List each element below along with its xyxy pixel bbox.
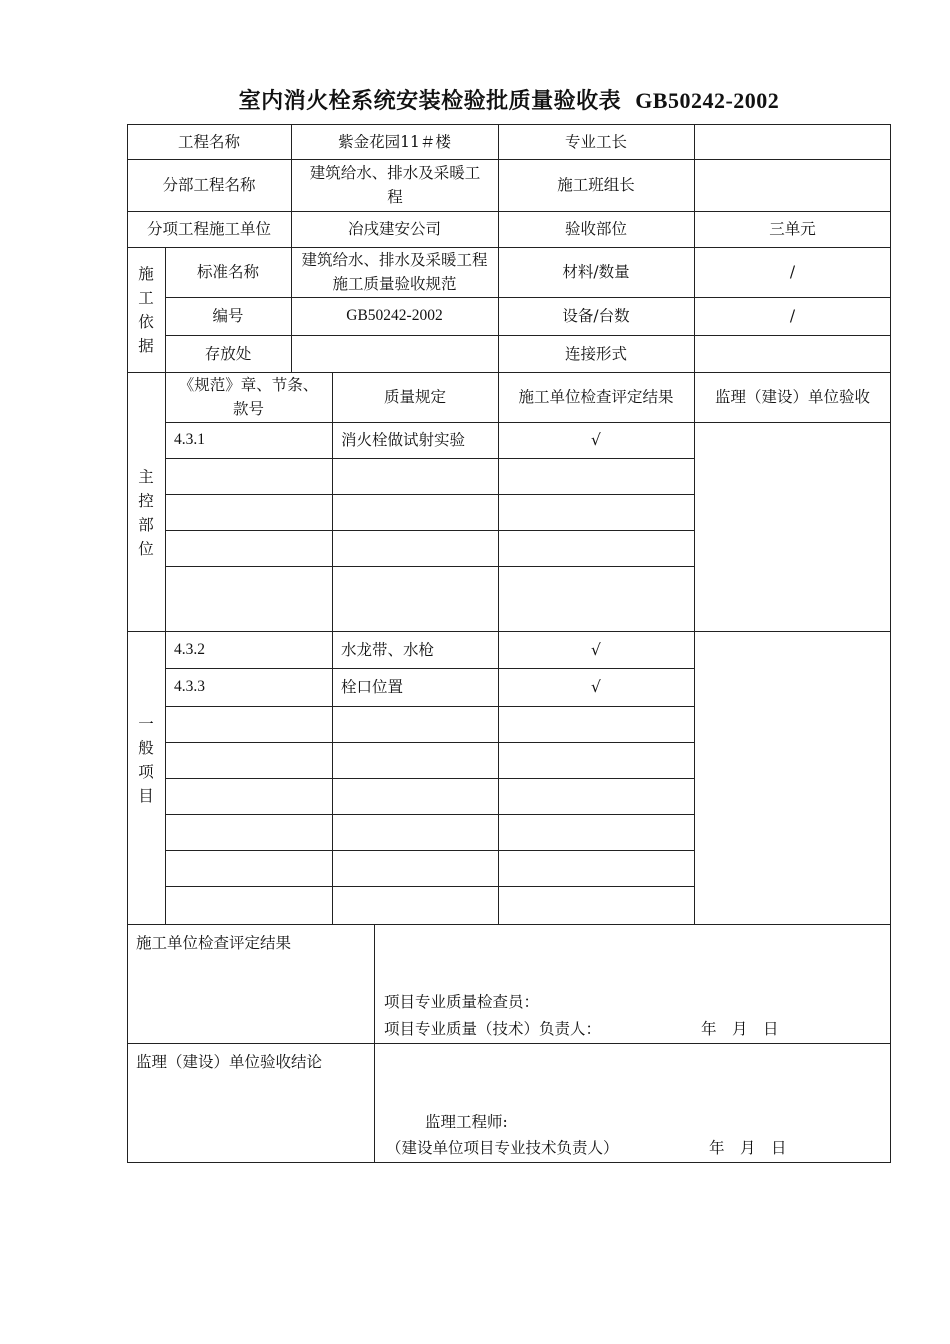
supervisor-conclusion-label: 监理（建设）单位验收结论 (136, 1053, 323, 1071)
storage-label: 存放处 (204, 344, 252, 363)
form-title-text: 室内消火栓系统安装检验批质量验收表 (238, 88, 622, 114)
acceptance-part-value: 三单元 (769, 220, 816, 238)
tech-lead-label: 项目专业质量（技术）负责人： (384, 1020, 602, 1038)
col-header-clause: 《规范》章、节条、款号 (178, 376, 319, 418)
std-name-value: 建筑给水、排水及采暖工程施工质量验收规范 (301, 251, 488, 293)
contractor-value: 冶戌建安公司 (347, 220, 441, 238)
table-row-quality: 栓口位置 (341, 678, 404, 696)
acceptance-form-table (127, 124, 891, 1163)
std-name-label: 标准名称 (196, 263, 259, 281)
connection-label: 连接形式 (564, 344, 627, 363)
storage-value (291, 335, 498, 372)
table-row-clause: 4.3.2 (174, 640, 205, 658)
project-name-value: 紫金花园11＃楼 (338, 132, 451, 151)
table-row-result: √ (591, 678, 601, 696)
sub-project-value: 建筑给水、排水及采暖工程 (309, 164, 481, 206)
date-1: 年 月 日 (701, 1020, 779, 1038)
team-leader-label: 施工班组长 (557, 176, 635, 194)
form-title (127, 84, 891, 115)
material-value: / (789, 263, 796, 281)
number-label: 编号 (212, 307, 244, 325)
sub-project-label: 分部工程名称 (162, 176, 256, 194)
engineer-label: 监理工程师: (425, 1113, 508, 1131)
col-header-contractor-result: 施工单位检查评定结果 (518, 388, 674, 406)
table-row-quality: 消火栓做试射实验 (341, 431, 466, 449)
standard-code: GB50242-2002 (635, 88, 780, 113)
foreman-label: 专业工长 (564, 132, 627, 151)
equipment-value: / (789, 307, 796, 325)
col-header-supervisor: 监理（建设）单位验收 (714, 388, 870, 406)
owner-label: （建设单位项目专业技术负责人） (386, 1139, 619, 1157)
basis-group-label: 施 工 依 据 (138, 264, 154, 355)
acceptance-part-label: 验收部位 (564, 220, 627, 238)
number-value: GB50242-2002 (346, 307, 443, 324)
inspector-label: 项目专业质量检查员： (384, 993, 540, 1011)
table-row-clause: 4.3.1 (174, 431, 205, 448)
team-leader-value (694, 159, 891, 211)
table-row-result: √ (591, 640, 601, 659)
date-2: 年 月 日 (709, 1139, 787, 1157)
contractor-result-label: 施工单位检查评定结果 (136, 934, 292, 952)
general-items-label: 一 般 项 目 (138, 714, 154, 805)
table-row-clause: 4.3.3 (174, 678, 205, 695)
foreman-value (694, 124, 891, 159)
material-label: 材料/数量 (562, 263, 630, 281)
project-name-label: 工程名称 (177, 132, 240, 151)
equipment-label: 设备/台数 (562, 307, 630, 325)
table-row-quality: 水龙带、水枪 (341, 640, 435, 659)
contractor-label: 分项工程施工单位 (146, 220, 271, 238)
col-header-quality: 质量规定 (383, 388, 446, 406)
main-control-label: 主 控 部 位 (138, 467, 154, 558)
table-row-result: √ (591, 431, 601, 449)
connection-value (694, 335, 891, 372)
